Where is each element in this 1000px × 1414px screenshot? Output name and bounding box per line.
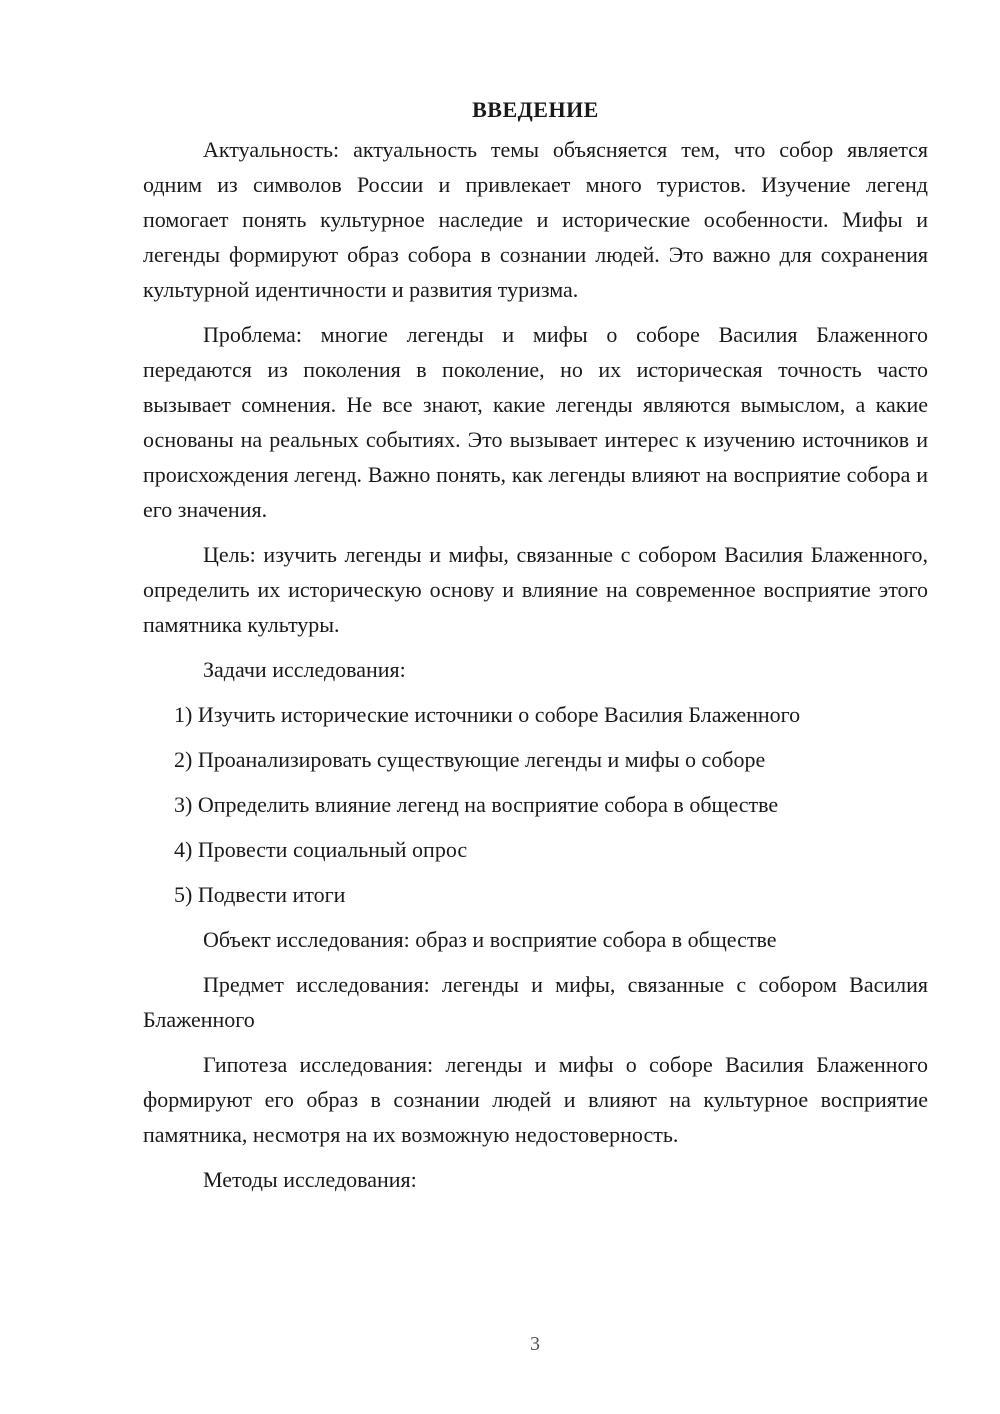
task-item: 2) Проанализировать существующие легенды и мифы о соборе: [174, 747, 766, 772]
problem-paragraph: Проблема: многие легенды и мифы о соборе Василия Блаженного передаются из поколения в поколение, но их историческая точность часто вызывает сомнения. Не все знают, какие легенды являются вымыслом, а какие основаны на реальных событиях. Это вызывает интерес к изучению источников и происхождения легенд. Важно понять, как легенды влияют на восприятие собора и его значения.: [143, 322, 928, 522]
goal-paragraph: Цель: изучить легенды и мифы, связанные с собором Василия Блаженного, определить их историческую основу и влияние на современное восприятие этого памятника культуры.: [143, 542, 928, 637]
page-number: 3: [530, 1333, 540, 1355]
document-page: [143, 92, 928, 1207]
tasks-list: [143, 697, 928, 912]
task-item: 4) Провести социальный опрос: [174, 837, 468, 862]
tasks-label: Задачи исследования:: [203, 657, 406, 682]
hypothesis-paragraph: Гипотеза исследования: легенды и мифы о соборе Василия Блаженного формируют его образ в сознании людей и влияют на культурное восприятие памятника, несмотря на их возможную недостоверность.: [143, 1052, 928, 1147]
task-item: 3) Определить влияние легенд на восприятие собора в обществе: [174, 792, 779, 817]
relevance-paragraph: Актуальность: актуальность темы объясняется тем, что собор является одним из символов России и привлекает много туристов. Изучение легенд помогает понять культурное наследие и исторические особенности. Мифы и легенды формируют образ собора в сознании людей. Это важно для сохранения культурной идентичности и развития туризма.: [143, 137, 928, 302]
page-title: ВВЕДЕНИЕ: [472, 97, 599, 122]
task-item: 1) Изучить исторические источники о соборе Василия Блаженного: [174, 702, 801, 727]
methods-label: Методы исследования:: [203, 1167, 417, 1192]
object-paragraph: Объект исследования: образ и восприятие собора в обществе: [203, 927, 777, 952]
task-item: 5) Подвести итоги: [174, 882, 346, 907]
subject-paragraph: Предмет исследования: легенды и мифы, связанные с собором Василия Блаженного: [143, 972, 928, 1032]
